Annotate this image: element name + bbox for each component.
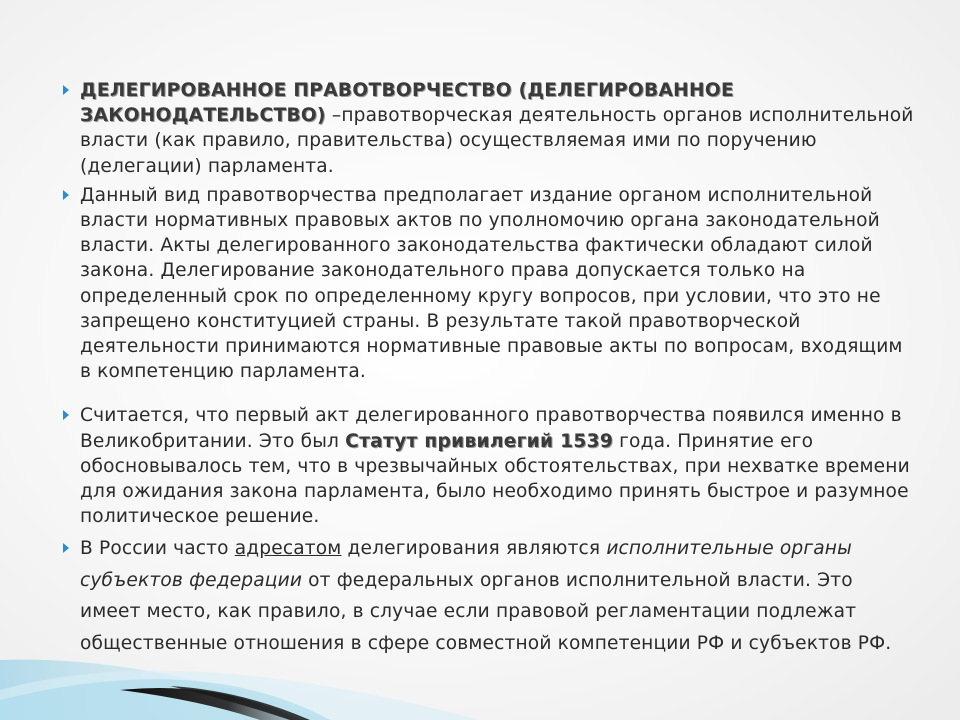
executive-bodies-italic: исполнительные органы субъектов федерации bbox=[80, 538, 852, 591]
bullet-description bbox=[62, 183, 918, 385]
russia-text-middle: делегирования являются bbox=[341, 538, 607, 560]
history-text-before: Считается, что первый акт делегированного правотворчества появился именно в Великобритании. Это был bbox=[80, 405, 902, 452]
bullet-arrow-icon bbox=[63, 85, 69, 95]
bullet-arrow-icon bbox=[63, 190, 69, 200]
bullet-history bbox=[62, 403, 918, 529]
definition-term: ДЕЛЕГИРОВАННОЕ ПРАВОТВОРЧЕСТВО (ДЕЛЕГИРОВАННОЕ ЗАКОНОДАТЕЛЬСТВО) bbox=[80, 80, 735, 127]
slide-content bbox=[62, 78, 918, 659]
description-text: Данный вид правотворчества предполагает издание органом исполнительной власти нормативных правовых актов по уполномочию органа законодательной власти. Акты делегированного законодательства фактически обладают силой закона. Делегирование законодательного права допускается только на определенный срок по определенному кругу вопросов, при условии, что это не запрещено конституцией страны. В результате такой правотворческой деятельности принимаются нормативные правовые акты по вопросам, входящим в компетенцию парламента. bbox=[80, 184, 903, 383]
history-text-after: года. Принятие его обосновывалось тем, что в чрезвычайных обстоятельствах, при нехватке времени для ожидания закона парламента, было необходимо принять быстрое и разумное политическое решение. bbox=[80, 430, 910, 528]
bullet-arrow-icon bbox=[63, 410, 69, 420]
russia-text-before: В России часто bbox=[80, 538, 235, 560]
bullet-arrow-icon bbox=[63, 543, 69, 553]
bullet-russia bbox=[62, 533, 918, 659]
russia-text-after: от федеральных органов исполнительной власти. Это имеет место, как правило, в случае если правовой регламентации подлежат общественные отношения в сфере совместной компетенции РФ и субъектов РФ. bbox=[80, 569, 892, 654]
bullet-definition bbox=[62, 78, 918, 179]
addressee-underlined: адресатом bbox=[234, 538, 342, 560]
statute-highlight: Статут привилегий 1539 bbox=[345, 430, 614, 452]
definition-text: –правотворческая деятельность органов исполнительной власти (как правило, правительства) осуществляемая ими по поручению (делегации) парламента. bbox=[80, 105, 914, 177]
